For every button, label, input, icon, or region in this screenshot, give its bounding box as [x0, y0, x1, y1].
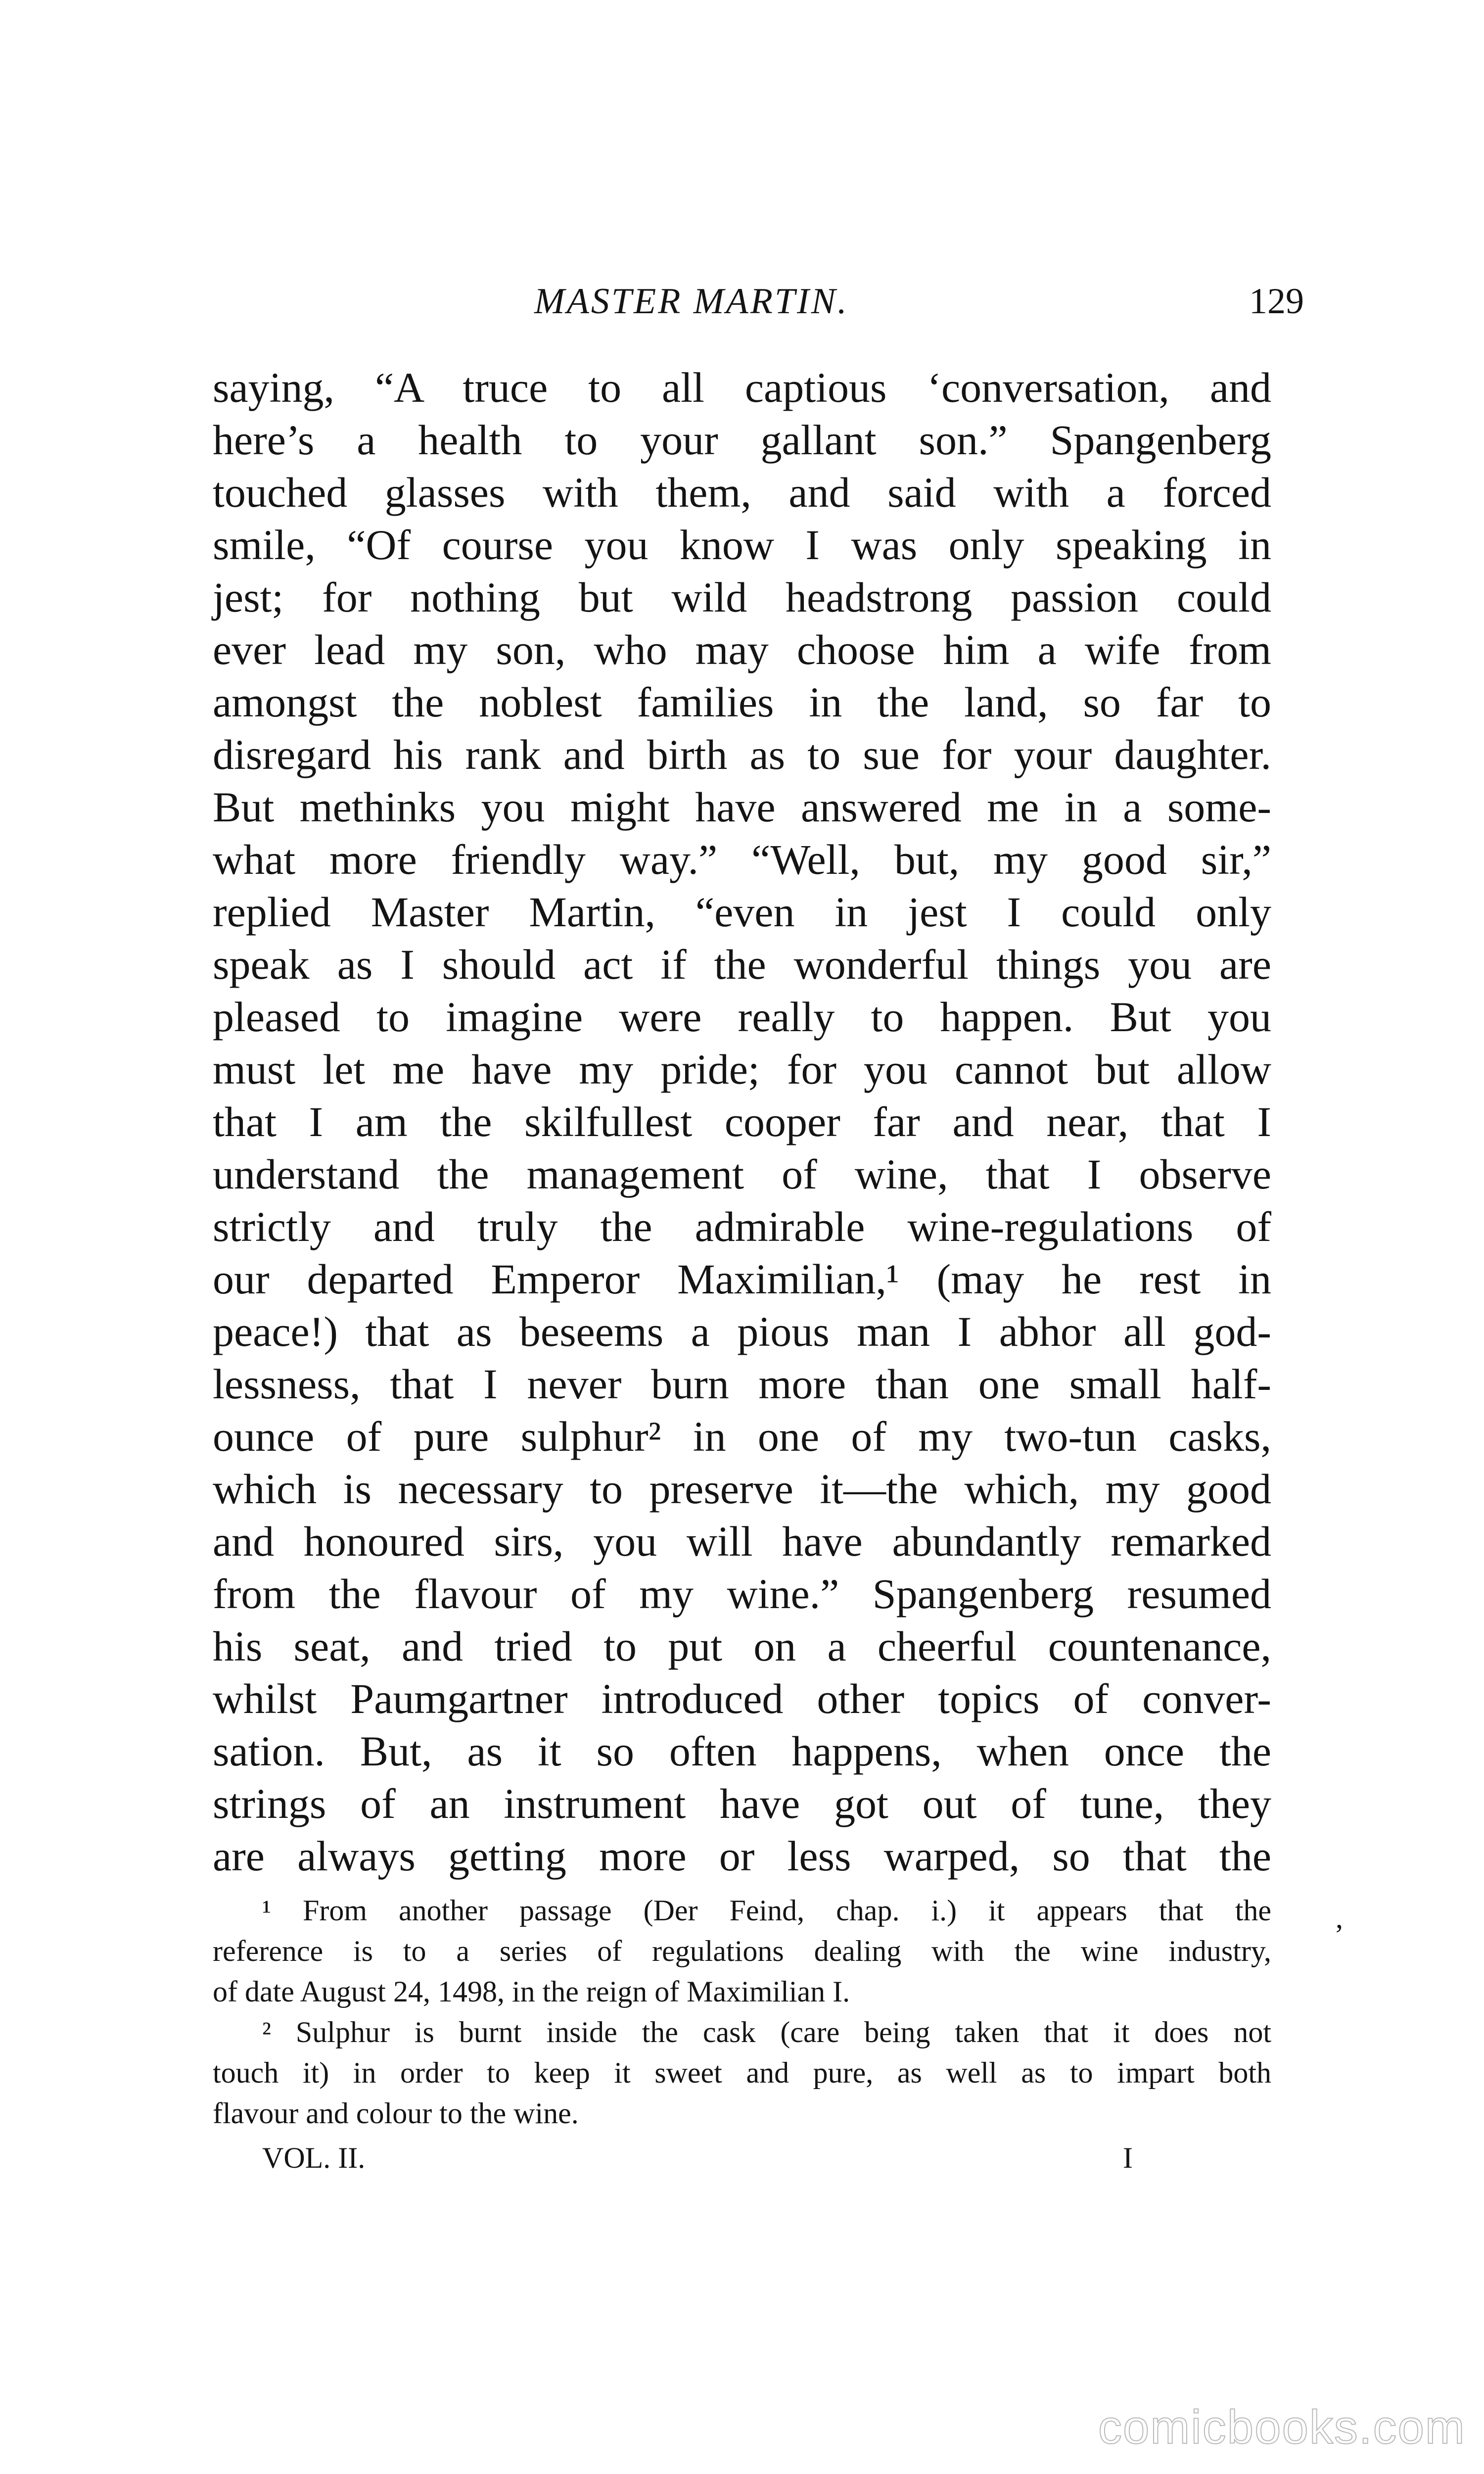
body-text: [213, 361, 1271, 1882]
footnote-2-line: touch it) in order to keep it sweet and pure, as well as to impart both: [213, 2056, 1271, 2089]
text-line: that I am the skilfullest cooper far and near, that I: [213, 1098, 1271, 1145]
watermark-text: comicbooks.com: [1098, 2401, 1466, 2454]
text-line: understand the management of wine, that I observe: [213, 1150, 1271, 1198]
page-number: 129: [1249, 281, 1304, 322]
text-line: pleased to imagine were really to happen. But you: [213, 993, 1271, 1041]
text-line: and honoured sirs, you will have abundantly remarked: [213, 1518, 1271, 1565]
text-line: what more friendly way.” “Well, but, my good sir,”: [213, 836, 1271, 883]
text-line: whilst Paumgartner introduced other topics of conver-: [213, 1675, 1271, 1722]
running-head: MASTER MARTIN.: [534, 281, 849, 322]
text-line: his seat, and tried to put on a cheerful countenance,: [213, 1622, 1271, 1670]
text-line: which is necessary to preserve it—the which, my good: [213, 1465, 1271, 1513]
text-line: touched glasses with them, and said with a forced: [213, 469, 1271, 516]
text-line: from the flavour of my wine.” Spangenberg resumed: [213, 1570, 1271, 1618]
text-line: replied Master Martin, “even in jest I could only: [213, 888, 1271, 936]
text-line: ounce of pure sulphur² in one of my two-tun casks,: [213, 1413, 1271, 1460]
text-line: speak as I should act if the wonderful things you are: [213, 941, 1271, 988]
volume-signature: VOL. II.: [262, 2141, 366, 2174]
text-line: must let me have my pride; for you cannot but allow: [213, 1046, 1271, 1093]
footnote-2-line: ² Sulphur is burnt inside the cask (care being taken that it does not: [262, 2016, 1271, 2048]
footnote-1-line: reference is to a series of regulations dealing with the wine industry,: [213, 1935, 1271, 1967]
text-line: smile, “Of course you know I was only speaking in: [213, 521, 1271, 569]
text-line: strings of an instrument have got out of tune, they: [213, 1780, 1271, 1827]
margin-mark: ,: [1336, 1902, 1343, 1934]
text-line: disregard his rank and birth as to sue for your daughter.: [213, 731, 1271, 778]
text-line: amongst the noblest families in the land, so far to: [213, 678, 1271, 726]
text-line: But methinks you might have answered me in a some-: [213, 783, 1271, 831]
text-line: jest; for nothing but wild headstrong passion could: [213, 573, 1271, 621]
text-line: lessness, that I never burn more than one small half-: [213, 1360, 1271, 1408]
text-line: our departed Emperor Maximilian,¹ (may he rest in: [213, 1255, 1271, 1303]
text-line: are always getting more or less warped, so that the: [213, 1832, 1271, 1880]
text-line: peace!) that as beseems a pious man I abhor all god-: [213, 1308, 1271, 1355]
text-line: sation. But, as it so often happens, when once the: [213, 1727, 1271, 1775]
text-line: ever lead my son, who may choose him a wife from: [213, 626, 1271, 673]
footnote-1-line: ¹ From another passage (Der Feind, chap. i.) it appears that the: [262, 1894, 1271, 1927]
footnotes: [213, 1890, 1271, 2134]
footnote-2-line: flavour and colour to the wine.: [213, 2097, 579, 2130]
text-line: here’s a health to your gallant son.” Spangenberg: [213, 416, 1271, 464]
signature-mark: I: [1123, 2141, 1133, 2174]
text-line: saying, “A truce to all captious ‘conversation, and: [213, 364, 1271, 411]
footnote-1-line: of date August 24, 1498, in the reign of Maximilian I.: [213, 1975, 850, 2008]
text-line: strictly and truly the admirable wine-regulations of: [213, 1203, 1271, 1250]
